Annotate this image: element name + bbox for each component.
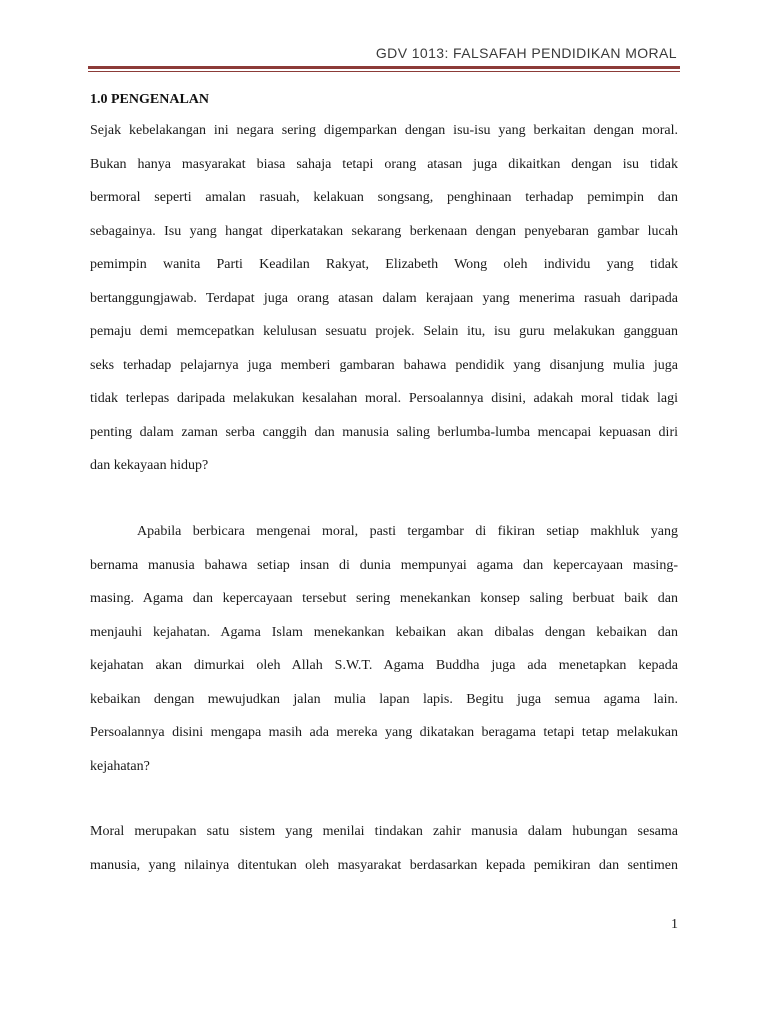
text-line: seks terhadap pelajarnya juga memberi gambaran bahawa pendidik yang disanjung mulia juga (90, 357, 678, 373)
text-line: pemaju demi memcepatkan kelulusan sesuatu projek. Selain itu, isu guru melakukan gangguan (90, 324, 678, 339)
text-line: bertanggungjawab. Terdapat juga orang atasan dalam kerajaan yang menerima rasuah daripada (90, 290, 678, 306)
text-line: Bukan hanya masyarakat biasa sahaja tetapi orang atasan juga dikaitkan dengan isu tidak (90, 156, 678, 172)
text-line: Persoalannya disini mengapa masih ada mereka yang dikatakan beragama tetapi tetap melakukan (90, 725, 678, 740)
text-line: masing. Agama dan kepercayaan tersebut sering menekankan konsep saling berbuat baik dan (90, 591, 678, 606)
header-rule-thick (88, 66, 680, 69)
text-line: manusia, yang nilainya ditentukan oleh masyarakat berdasarkan kepada pemikiran dan sentimen (90, 857, 678, 873)
text-line: kejahatan akan dimurkai oleh Allah S.W.T. Agama Buddha juga ada menetapkan kepada (90, 658, 678, 673)
text-line: dan kekayaan hidup? (90, 458, 209, 473)
text-line: tidak terlepas daripada melakukan kesalahan moral. Persoalannya disini, adakah moral tidak lagi (90, 391, 678, 406)
page-number: 1 (671, 917, 678, 932)
text-line: kejahatan? (90, 758, 150, 774)
text-line: bermoral seperti amalan rasuah, kelakuan songsang, penghinaan terhadap pemimpin dan (90, 190, 678, 205)
text-line: Sejak kebelakangan ini negara sering digemparkan dengan isu-isu yang berkaitan dengan moral. (90, 123, 678, 138)
text-line: Moral merupakan satu sistem yang menilai tindakan zahir manusia dalam hubungan sesama (90, 824, 678, 839)
text-line: penting dalam zaman serba canggih dan manusia saling berlumba-lumba mencapai kepuasan diri (90, 424, 678, 440)
paragraph-1 (90, 114, 678, 483)
text-line: menjauhi kejahatan. Agama Islam menekankan kebaikan akan dibalas dengan kebaikan dan (90, 624, 678, 640)
section-heading: 1.0 PENGENALAN (90, 92, 210, 107)
text-line: bernama manusia bahawa setiap insan di dunia mempunyai agama dan kepercayaan masing- (90, 557, 678, 573)
text-line: sebagainya. Isu yang hangat diperkatakan sekarang berkenaan dengan penyebaran gambar lucah (90, 223, 678, 239)
header-rule-thin (88, 71, 680, 72)
paragraph-3 (90, 815, 678, 882)
text-line: Apabila berbicara mengenai moral, pasti tergambar di fikiran setiap makhluk yang (137, 524, 678, 539)
paragraph-2 (90, 515, 678, 783)
text-line: kebaikan dengan mewujudkan jalan mulia lapan lapis. Begitu juga semua agama lain. (90, 691, 678, 707)
text-line: pemimpin wanita Parti Keadilan Rakyat, Elizabeth Wong oleh individu yang tidak (90, 257, 678, 272)
running-header: GDV 1013: FALSAFAH PENDIDIKAN MORAL (375, 45, 677, 61)
